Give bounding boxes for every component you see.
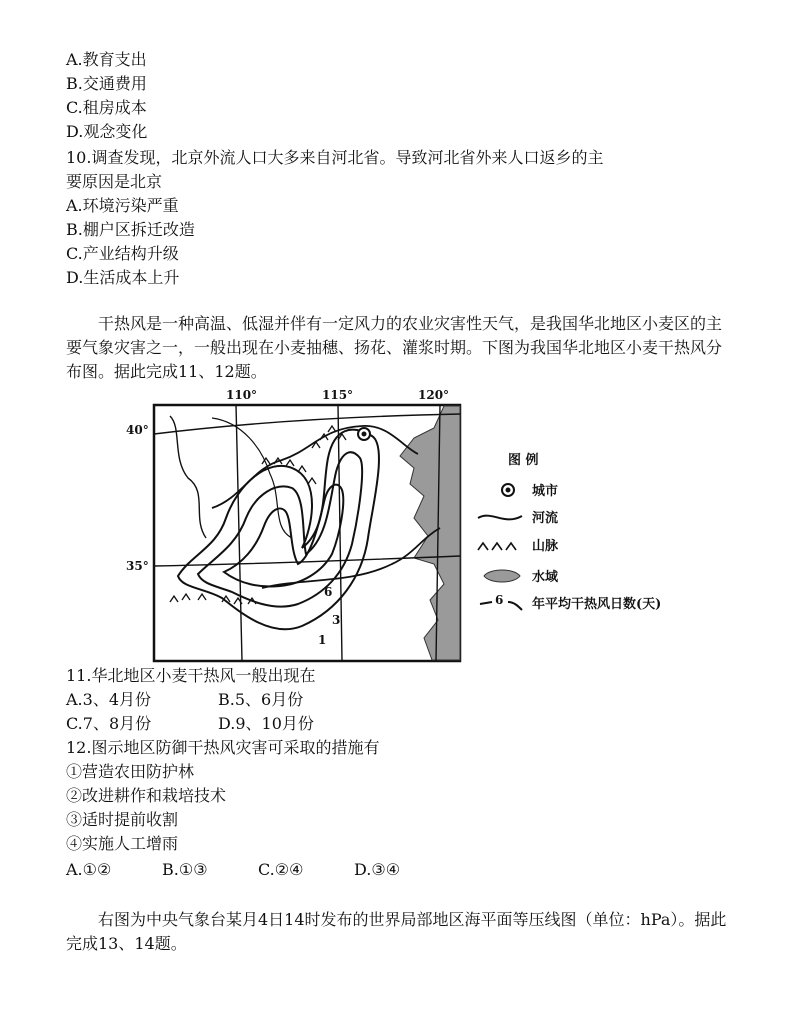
lon-label-110: 110° <box>226 388 258 402</box>
q10-stem-line2: 要原因是北京 <box>66 172 163 191</box>
legend-river-label: 河流 <box>532 511 559 526</box>
legend-river-icon <box>478 516 522 520</box>
q11-option-d: D.9、10月份 <box>218 714 314 733</box>
q11-stem: 11.华北地区小麦干热风一般出现在 <box>66 666 316 685</box>
q12-item-1: ①营造农田防护林 <box>66 762 195 781</box>
lon-label-120: 120° <box>418 388 450 402</box>
dry-hot-wind-map <box>126 388 668 664</box>
lat-label-40: 40° <box>126 423 149 437</box>
q11-options-row1 <box>66 688 303 712</box>
legend-water-label: 水域 <box>532 570 559 585</box>
legend-city-icon <box>502 484 514 496</box>
isoline-label-6: 6 <box>324 585 333 599</box>
q12-option-a: A.①② <box>66 860 112 879</box>
q10-option-c: C.产业结构升级 <box>66 244 179 263</box>
q12-item-2: ②改进耕作和栽培技术 <box>66 786 227 805</box>
lat-label-35: 35° <box>126 559 149 573</box>
legend-isoline-label: 年平均干热风日数(天) <box>532 597 662 612</box>
q12-stem: 12.图示地区防御干热风灾害可采取的措施有 <box>66 738 380 757</box>
q9-option-b: B.交通费用 <box>66 74 147 93</box>
q11-options-row2 <box>66 712 314 736</box>
q10-option-b: B.棚户区拆迁改造 <box>66 220 195 239</box>
city-beijing-icon <box>358 428 370 440</box>
lon-label-115: 115° <box>322 388 354 402</box>
legend-title: 图 例 <box>508 453 539 468</box>
isoline-label-3: 3 <box>332 613 341 627</box>
q10-option-d: D.生活成本上升 <box>66 268 180 287</box>
q11-option-b: B.5、6月份 <box>218 690 304 709</box>
isoline-label-1: 1 <box>318 633 327 647</box>
legend-isoline-sample: 6 <box>495 593 504 607</box>
legend-mountain-label: 山脉 <box>532 539 559 554</box>
q12-option-d: D.③④ <box>354 860 401 879</box>
legend-city-label: 城市 <box>532 484 559 499</box>
q11-option-a: A.3、4月份 <box>66 690 152 709</box>
q12-option-b: B.①③ <box>162 860 208 879</box>
q12-item-3: ③适时提前收割 <box>66 810 179 829</box>
q12-option-c: C.②④ <box>258 860 304 879</box>
q11-option-c: C.7、8月份 <box>66 714 152 733</box>
q9-option-c: C.租房成本 <box>66 98 147 117</box>
legend-mountain-icon <box>478 543 516 550</box>
q9-option-a: A.教育支出 <box>66 50 147 69</box>
passage-dry-hot-wind: 干热风是一种高温、低湿并伴有一定风力的农业灾害性天气，是我国华北地区小麦区的主要气象灾害之一，一般出现在小麦抽穗、扬花、灌浆时期。下图为我国华北地区小麦干热风分布图。据此完成11、12题。 <box>66 314 723 381</box>
q10-option-a: A.环境污染严重 <box>66 196 179 215</box>
passage-isobar-map: 右图为中央气象台某月4日14时发布的世界局部地区海平面等压线图（单位：hPa）。据此完成13、14题。 <box>66 910 727 953</box>
q9-option-d: D.观念变化 <box>66 122 148 141</box>
q12-options <box>66 858 400 882</box>
q10-stem-line1: 10.调查发现，北京外流人口大多来自河北省。导致河北省外来人口返乡的主 <box>66 148 604 167</box>
q12-item-4: ④实施人工增雨 <box>66 834 179 853</box>
legend-water-icon <box>484 570 520 582</box>
